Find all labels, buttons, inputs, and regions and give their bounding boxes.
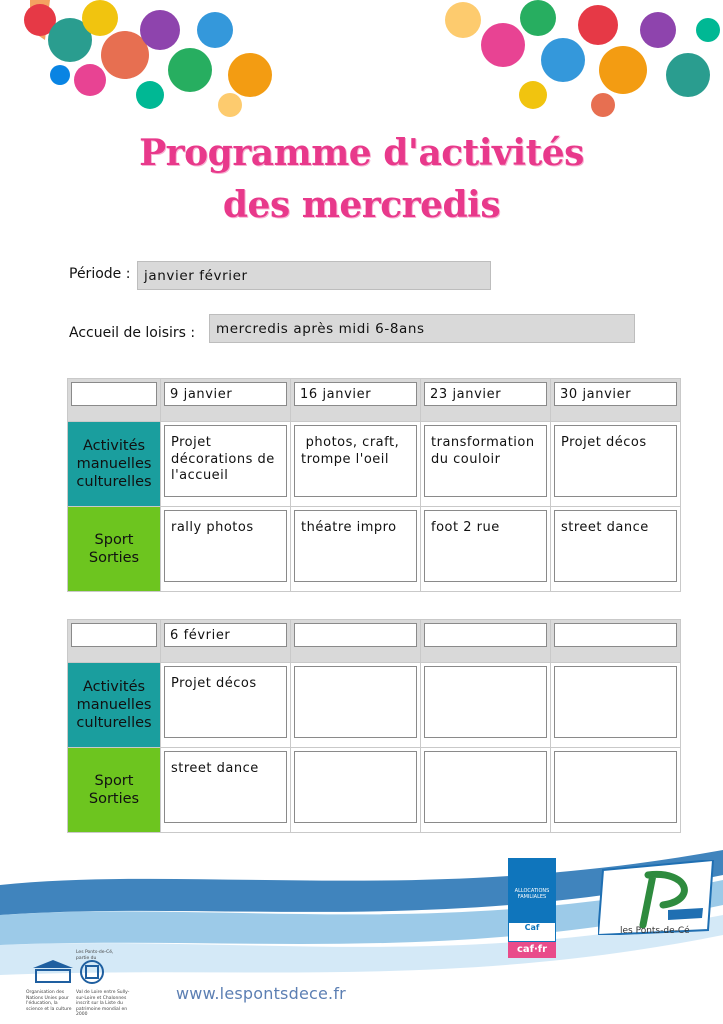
schedule-table-2 — [67, 619, 681, 833]
date-box[interactable]: 30 janvier — [554, 382, 677, 406]
row-label-sport: Sport Sorties — [68, 748, 161, 833]
date-header-row — [68, 620, 681, 663]
sport-cell[interactable]: théatre impro — [294, 510, 417, 582]
caf-logo-top: ALLOCATIONS FAMILIALES — [508, 858, 556, 922]
activites-row — [68, 663, 681, 748]
date-box[interactable]: 23 janvier — [424, 382, 547, 406]
activity-cell[interactable]: transformation du couloir — [424, 425, 547, 497]
activity-cell[interactable] — [294, 666, 417, 738]
ponts-de-ce-logo — [598, 860, 718, 935]
title-line-1: Programme d'activités — [139, 132, 584, 174]
accueil-label: Accueil de loisirs : — [69, 325, 196, 341]
date-box[interactable]: 6 février — [164, 623, 287, 647]
caf-fr-logo: caf·fr — [508, 942, 556, 958]
painted-hands-left-image — [0, 0, 300, 125]
unesco-org-text: Organisation des Nations Unies pour l'éducation, la science et la culture — [26, 990, 72, 1012]
date-header-row — [68, 379, 681, 422]
date-box[interactable]: 9 janvier — [164, 382, 287, 406]
date-box[interactable] — [424, 623, 547, 647]
caf-logo-mid: Caf — [508, 922, 556, 942]
sport-cell[interactable] — [294, 751, 417, 823]
activity-cell[interactable]: Projet décos — [554, 425, 677, 497]
sport-cell[interactable]: street dance — [164, 751, 287, 823]
sport-cell[interactable] — [424, 751, 547, 823]
caf-logo — [508, 858, 556, 958]
activites-row — [68, 422, 681, 507]
accueil-field[interactable]: mercredis après midi 6-8ans — [209, 314, 635, 343]
schedule-table-1 — [67, 378, 681, 592]
activity-cell[interactable]: Projet décorations de l'accueil — [164, 425, 287, 497]
corner-box — [71, 382, 157, 406]
sport-cell[interactable] — [554, 751, 677, 823]
activity-cell[interactable]: Projet décos — [164, 666, 287, 738]
date-box[interactable]: 16 janvier — [294, 382, 417, 406]
row-label-sport: Sport Sorties — [68, 507, 161, 592]
ponts-de-ce-label: les Ponts-de-Cé — [620, 926, 690, 936]
sport-row — [68, 748, 681, 833]
activity-cell[interactable]: photos, craft, trompe l'oeil — [294, 425, 417, 497]
row-label-activites: Activités manuelles culturelles — [68, 663, 161, 748]
unesco-partner-text: Les Ponts-de-Cé, partie du — [76, 950, 114, 961]
website-link[interactable]: www.lespontsdece.fr — [176, 984, 346, 1003]
corner-box — [71, 623, 157, 647]
sport-cell[interactable]: street dance — [554, 510, 677, 582]
painted-hands-right-image — [423, 0, 723, 125]
date-box[interactable] — [294, 623, 417, 647]
sport-cell[interactable]: rally photos — [164, 510, 287, 582]
periode-label: Période : — [69, 266, 131, 282]
unesco-heritage-text: Val de Loire entre Sully-sur-Loire et Chalonnes inscrit sur la Liste du patrimoine mondial en 2000 — [76, 990, 130, 1017]
title-line-2: des mercredis — [222, 184, 501, 226]
periode-field[interactable]: janvier février — [137, 261, 491, 290]
activity-cell[interactable] — [424, 666, 547, 738]
date-box[interactable] — [554, 623, 677, 647]
row-label-activites: Activités manuelles culturelles — [68, 422, 161, 507]
activity-cell[interactable] — [554, 666, 677, 738]
sport-cell[interactable]: foot 2 rue — [424, 510, 547, 582]
sport-row — [68, 507, 681, 592]
